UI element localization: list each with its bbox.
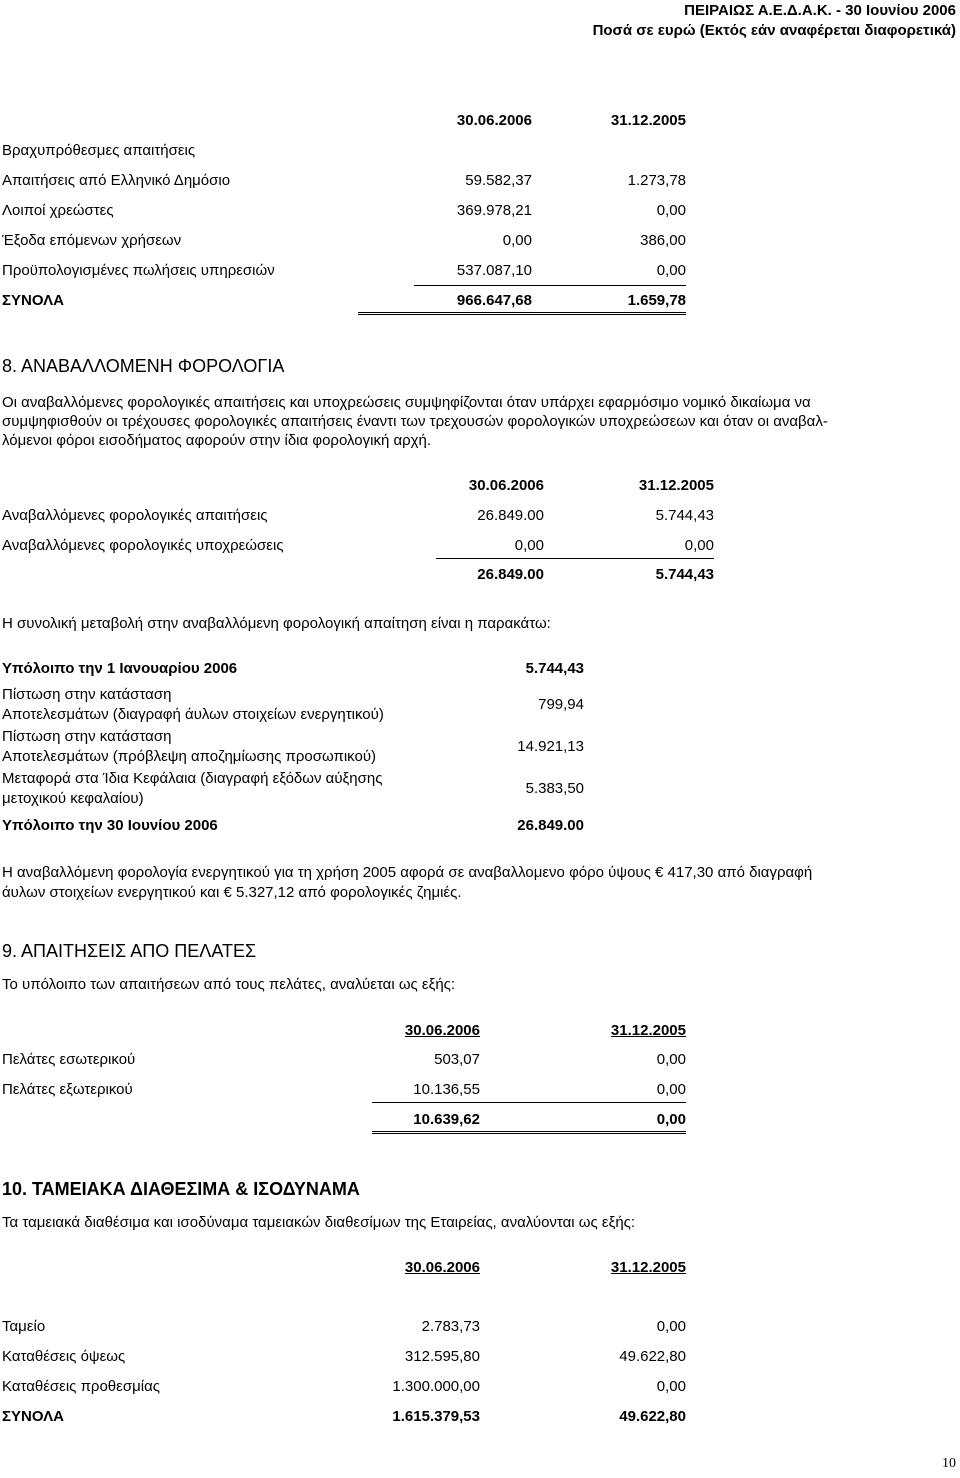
total-value-2005: 5.744,43	[655, 566, 714, 583]
row-value-2005: 1.273,78	[627, 172, 686, 189]
row-value-2006: 10.136,55	[413, 1081, 480, 1098]
row-value-2005: 49.622,80	[619, 1348, 686, 1365]
row-label-line-2: Αποτελεσμάτων (πρόβλεψη αποζημίωσης προσωπικού)	[2, 748, 377, 765]
section-8-note-line-1: Η αναβαλλόμενη φορολογία ενεργητικού για τη χρήση 2005 αφορά σε αναβαλλομενο φόρο ύψους € 417,30 από διαγραφή	[2, 864, 813, 881]
row-value-2006: 312.595,80	[404, 1348, 480, 1365]
row-label: Προϋπολογισμένες πωλήσεις υπηρεσιών	[2, 262, 275, 279]
row-value-2005: 386,00	[640, 232, 686, 249]
row-label-line-1: Πίστωση στην κατάσταση	[2, 728, 172, 745]
col-header-2005: 31.12.2005	[610, 112, 686, 129]
total-value-2005: 0,00	[656, 1111, 686, 1128]
section-8-intro-line-2: συμψηφισθούν οι τρέχουσες φορολογικές απαιτήσεις έναντι των τρεχουσών φορολογικών υποχρεώσεων και όταν οι αναβαλ-	[2, 413, 828, 430]
subtotal-rule	[414, 285, 686, 286]
total-value-2005: 1.659,78	[627, 292, 686, 309]
section-8-intro-line-1: Οι αναβαλλόμενες φορολογικές απαιτήσεις και υποχρεώσεις συμψηφίζονται όταν υπάρχει εφαρμόσιμο νομικό δικαίωμα να	[2, 394, 811, 411]
col-header-2006: 30.06.2006	[468, 477, 544, 494]
subtotal-rule	[372, 1102, 686, 1103]
page-number: 10	[942, 1456, 956, 1471]
row-label: Υπόλοιπο την 30 Ιουνίου 2006	[2, 817, 218, 834]
total-value-2006: 966.647,68	[456, 292, 532, 309]
col-header-2006: 30.06.2006	[456, 112, 532, 129]
col-header-2005: 31.12.2005	[610, 1259, 686, 1276]
currency-note: Ποσά σε ευρώ (Εκτός εάν αναφέρεται διαφορετικά)	[592, 22, 956, 39]
section-8-title: 8. ΑΝΑΒΑΛΛΟΜΕΝΗ ΦΟΡΟΛΟΓΙΑ	[2, 356, 285, 376]
row-value-2005: 0,00	[656, 262, 686, 279]
col-header-2006: 30.06.2006	[404, 1259, 480, 1276]
row-value-2005: 0,00	[684, 537, 714, 554]
row-value-2005: 0,00	[656, 1318, 686, 1335]
company-header: ΠΕΙΡΑΙΩΣ Α.Ε.Δ.Α.Κ. - 30 Ιουνίου 2006	[684, 2, 956, 19]
row-label: Υπόλοιπο την 1 Ιανουαρίου 2006	[2, 660, 238, 677]
row-label: Καταθέσεις προθεσμίας	[2, 1378, 160, 1395]
row-label: Πελάτες εσωτερικού	[2, 1051, 136, 1068]
row-label: Πελάτες εξωτερικού	[2, 1081, 133, 1098]
section-10-title: 10. ΤΑΜΕΙΑΚΑ ΔΙΑΘΕΣΙΜΑ & ΙΣΟΔΥΝΑΜΑ	[2, 1179, 360, 1199]
row-label: Καταθέσεις όψεως	[2, 1348, 126, 1365]
total-label: ΣΥΝΟΛΑ	[2, 292, 64, 309]
receivables-title: Βραχυπρόθεσμες απαιτήσεις	[2, 142, 196, 159]
row-value: 14.921,13	[517, 738, 584, 755]
row-value-2006: 503,07	[434, 1051, 480, 1068]
row-label: Απαιτήσεις από Ελληνικό Δημόσιο	[2, 172, 231, 189]
col-header-2005: 31.12.2005	[610, 1022, 686, 1039]
section-8-note-line-2: άυλων στοιχείων ενεργητικού και € 5.327,12 από φορολογικές ζημιές.	[2, 884, 462, 901]
row-value-2005: 0,00	[656, 1378, 686, 1395]
row-value-2005: 5.744,43	[655, 507, 714, 524]
row-value-2006: 2.783,73	[421, 1318, 480, 1335]
row-label: Λοιποί χρεώστες	[2, 202, 114, 219]
col-header-2006: 30.06.2006	[404, 1022, 480, 1039]
row-value: 5.744,43	[525, 660, 584, 677]
row-label: Αναβαλλόμενες φορολογικές υποχρεώσεις	[2, 537, 284, 554]
total-double-rule	[358, 312, 686, 315]
section-9-title: 9. ΑΠΑΙΤΗΣΕΙΣ ΑΠΟ ΠΕΛΑΤΕΣ	[2, 941, 257, 961]
total-value-2006: 10.639,62	[413, 1111, 480, 1128]
row-label: Έξοδα επόμενων χρήσεων	[2, 232, 182, 249]
row-value-2006: 1.300.000,00	[392, 1378, 480, 1395]
row-value-2005: 0,00	[656, 1081, 686, 1098]
row-label: Αναβαλλόμενες φορολογικές απαιτήσεις	[2, 507, 268, 524]
row-value-2005: 0,00	[656, 1051, 686, 1068]
total-double-rule	[372, 1131, 686, 1134]
section-8-intro-line-3: λόμενοι φόροι εισοδήματος αφορούν στην ίδια φορολογική αρχή.	[2, 432, 432, 449]
row-value: 5.383,50	[525, 780, 584, 797]
row-value: 26.849.00	[517, 817, 584, 834]
total-label: ΣΥΝΟΛΑ	[2, 1408, 64, 1425]
row-label: Ταμείο	[2, 1318, 46, 1335]
row-value-2005: 0,00	[656, 202, 686, 219]
row-value-2006: 537.087,10	[456, 262, 532, 279]
total-value-2005: 49.622,80	[619, 1408, 686, 1425]
change-text: Η συνολική μεταβολή στην αναβαλλόμενη φορολογική απαίτηση είναι η παρακάτω:	[2, 615, 551, 632]
row-value-2006: 0,00	[502, 232, 532, 249]
total-value-2006: 1.615.379,53	[392, 1408, 480, 1425]
row-value: 799,94	[538, 696, 584, 713]
row-value-2006: 59.582,37	[465, 172, 532, 189]
row-value-2006: 0,00	[514, 537, 544, 554]
section-10-intro: Τα ταμειακά διαθέσιμα και ισοδύναμα ταμειακών διαθεσίμων της Εταιρείας, αναλύονται ως εξής:	[2, 1214, 636, 1231]
section-9-intro: Το υπόλοιπο των απαιτήσεων από τους πελάτες, αναλύεται ως εξής:	[2, 976, 456, 993]
row-label-line-1: Πίστωση στην κατάσταση	[2, 686, 172, 703]
subtotal-rule	[436, 558, 714, 559]
row-value-2006: 26.849.00	[477, 507, 544, 524]
total-value-2006: 26.849.00	[477, 566, 544, 583]
row-label-line-2: μετοχικού κεφαλαίου)	[2, 790, 144, 807]
col-header-2005: 31.12.2005	[638, 477, 714, 494]
row-value-2006: 369.978,21	[456, 202, 532, 219]
row-label-line-2: Αποτελεσμάτων (διαγραφή άυλων στοιχείων ενεργητικού)	[2, 706, 384, 723]
row-label-line-1: Μεταφορά στα Ίδια Κεφάλαια (διαγραφή εξόδων αύξησης	[2, 770, 383, 787]
